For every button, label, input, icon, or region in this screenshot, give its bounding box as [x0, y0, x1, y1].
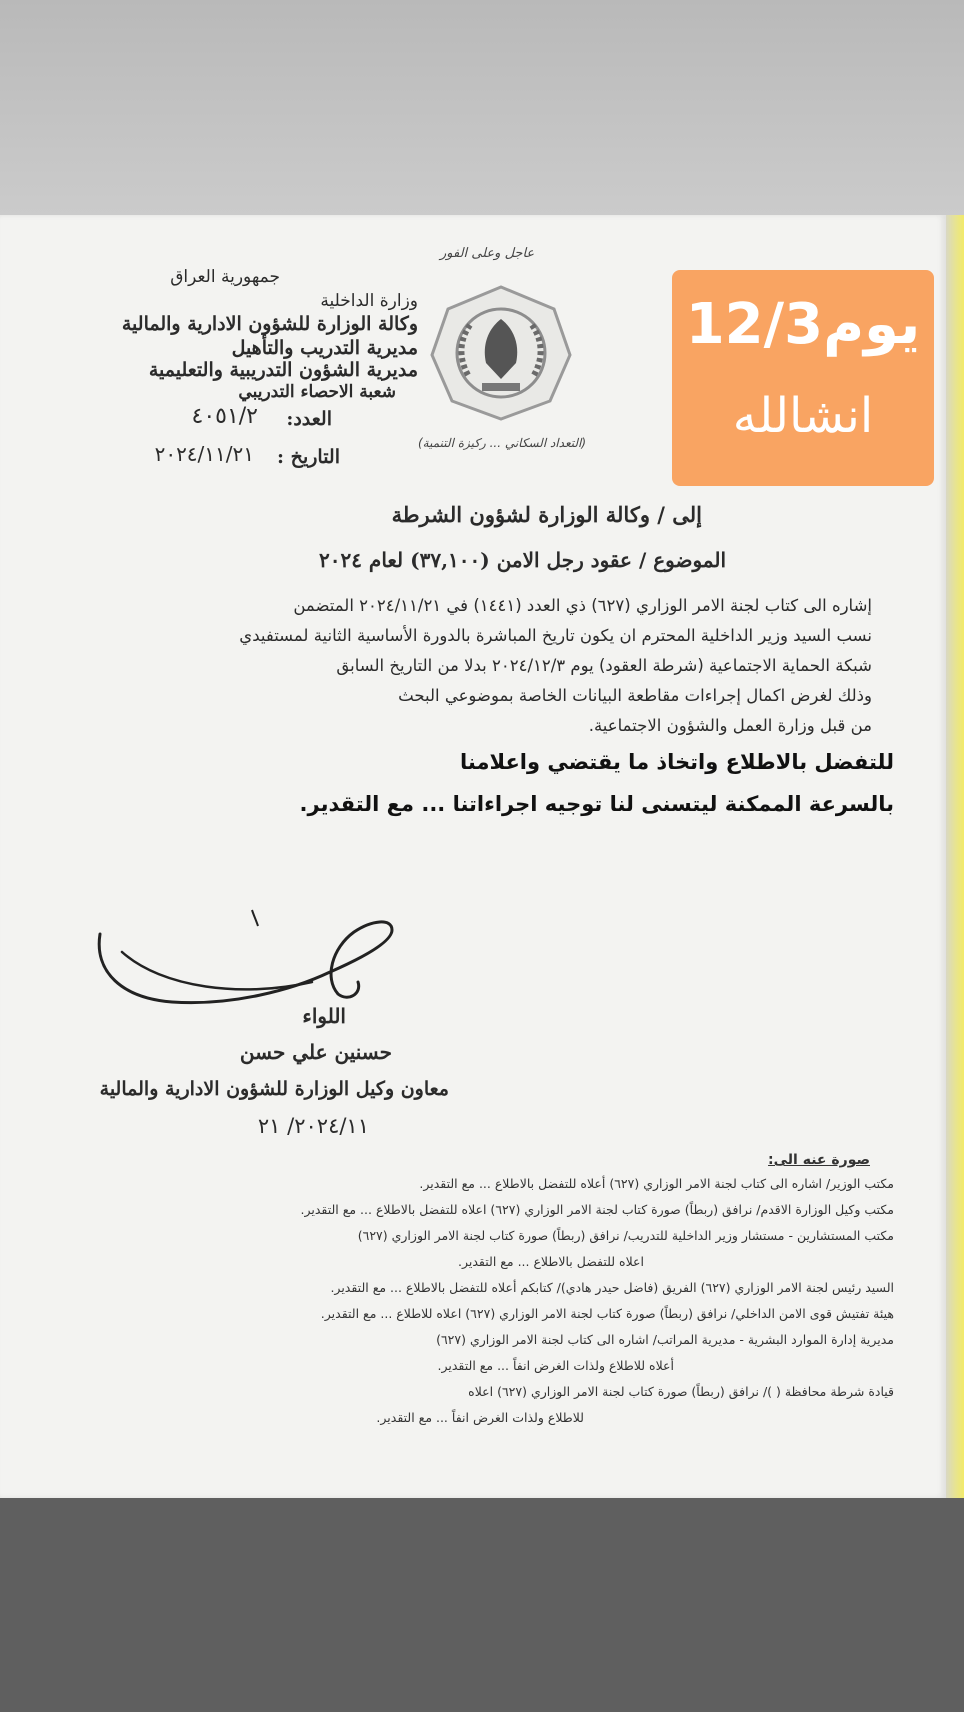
handwritten-signature-icon [92, 902, 422, 1022]
header-ministry: وزارة الداخلية [320, 291, 418, 311]
copies-line-2: مكتب وكيل الوزارة الاقدم/ نرافق (ربطاً) صورة كتاب لجنة الامر الوزاري (٦٢٧) اعلاه للتفضل بالاطلاع ... مع التقدير. [300, 1202, 894, 1217]
urgent-note: عاجل وعلى الفور [440, 246, 535, 261]
sticker-line-2: انشالله [732, 388, 874, 444]
signature-rank: اللواء [302, 1004, 346, 1028]
number-label: العدد: [286, 408, 332, 430]
header-republic: جمهورية العراق [170, 267, 280, 287]
copies-line-5: السيد رئيس لجنة الامر الوزاري (٦٢٧) الفريق (فاضل حيدر هادي)/ كتابكم أعلاه للتفضل بالاطلاع ... مع التقدير. [330, 1280, 894, 1295]
date-sticker [672, 270, 934, 486]
copies-line-8: أعلاه للاطلاع ولذات الغرض انفاً ... مع التقدير. [437, 1358, 674, 1373]
closing-line-2: بالسرعة الممكنة ليتسنى لنا توجيه اجراءاتنا ... مع التقدير. [299, 792, 894, 816]
copies-line-1: مكتب الوزير/ اشاره الى كتاب لجنة الامر الوزاري (٦٢٧) أعلاه للتفضل بالاطلاع ... مع التقدير. [419, 1176, 894, 1191]
date-value: ٢٠٢٤/١١/٢١ [154, 442, 254, 466]
signature-date: ٢٠٢٤/١١/ ٢١ [257, 1114, 369, 1138]
copies-line-6: هيئة تفتيش قوى الامن الداخلي/ نرافق (ربطاً) صورة كتاب لجنة الامر الوزاري (٦٢٧) اعلاه للاطلاع ... مع التقدير. [320, 1306, 894, 1321]
copies-title: صورة عنه الى: [768, 1152, 870, 1168]
header-division: شعبة الاحصاء التدريبي [238, 382, 396, 402]
number-value: ٤٠٥١/٢ [191, 404, 258, 429]
bottom-background [0, 1498, 964, 1712]
copies-line-3: مكتب المستشارين - مستشار وزير الداخلية للتدريب/ نرافق (ربطاً) صورة كتاب لجنة الامر الوزاري (٦٢٧) [357, 1228, 894, 1243]
body-line-1: إشاره الى كتاب لجنة الامر الوزاري (٦٢٧) ذي العدد (١٤٤١) في ٢٠٢٤/١١/٢١ المتضمن [293, 596, 872, 615]
signature-position: معاون وكيل الوزارة للشؤون الادارية والمالية [99, 1078, 449, 1100]
paper-edge [946, 215, 964, 1498]
body-line-4: وذلك لغرض اكمال إجراءات مقاطعة البيانات الخاصة بموضوعي البحث [398, 686, 872, 705]
top-background [0, 0, 964, 215]
letter-recipient: إلى / وكالة الوزارة لشؤون الشرطة [391, 502, 702, 527]
header-agency: وكالة الوزارة للشؤون الادارية والمالية [121, 313, 418, 335]
copies-line-4: اعلاه للتفضل بالاطلاع ... مع التقدير. [458, 1254, 644, 1269]
letter-subject: الموضوع / عقود رجل الامن (٣٧,١٠٠) لعام ٢٠٢٤ [319, 548, 726, 572]
sticker-line-1: يوم12/3 [685, 292, 921, 357]
closing-line-1: للتفضل بالاطلاع واتخاذ ما يقتضي واعلامنا [460, 750, 894, 774]
emblem-caption: (التعداد السكاني ... ركيزة التنمية) [418, 436, 587, 450]
date-label: التاريخ : [277, 446, 340, 468]
body-line-3: شبكة الحماية الاجتماعية (شرطة العقود) يوم ٢٠٢٤/١٢/٣ بدلا من التاريخ السابق [336, 656, 872, 675]
body-line-5: من قبل وزارة العمل والشؤون الاجتماعية. [588, 716, 872, 735]
header-directorate-training: مديرية التدريب والتأهيل [231, 337, 418, 359]
header-directorate-educational: مديرية الشؤون التدريبية والتعليمية [148, 359, 418, 381]
copies-line-10: للاطلاع ولذات الغرض انفاً ... مع التقدير. [376, 1410, 584, 1425]
copies-line-9: قيادة شرطة محافظة ( )/ نرافق (ربطاً) صورة كتاب لجنة الامر الوزاري (٦٢٧) اعلاه [468, 1384, 894, 1399]
body-line-2: نسب السيد وزير الداخلية المحترم ان يكون تاريخ المباشرة بالدورة الأساسية الثانية لمستفيدي [239, 626, 872, 645]
copies-line-7: مديرية إدارة الموارد البشرية - مديرية المراتب/ اشاره الى كتاب لجنة الامر الوزاري (٦٢٧) [436, 1332, 894, 1347]
ministry-emblem-icon [428, 283, 574, 423]
signature-name: حسنين علي حسن [239, 1040, 392, 1064]
